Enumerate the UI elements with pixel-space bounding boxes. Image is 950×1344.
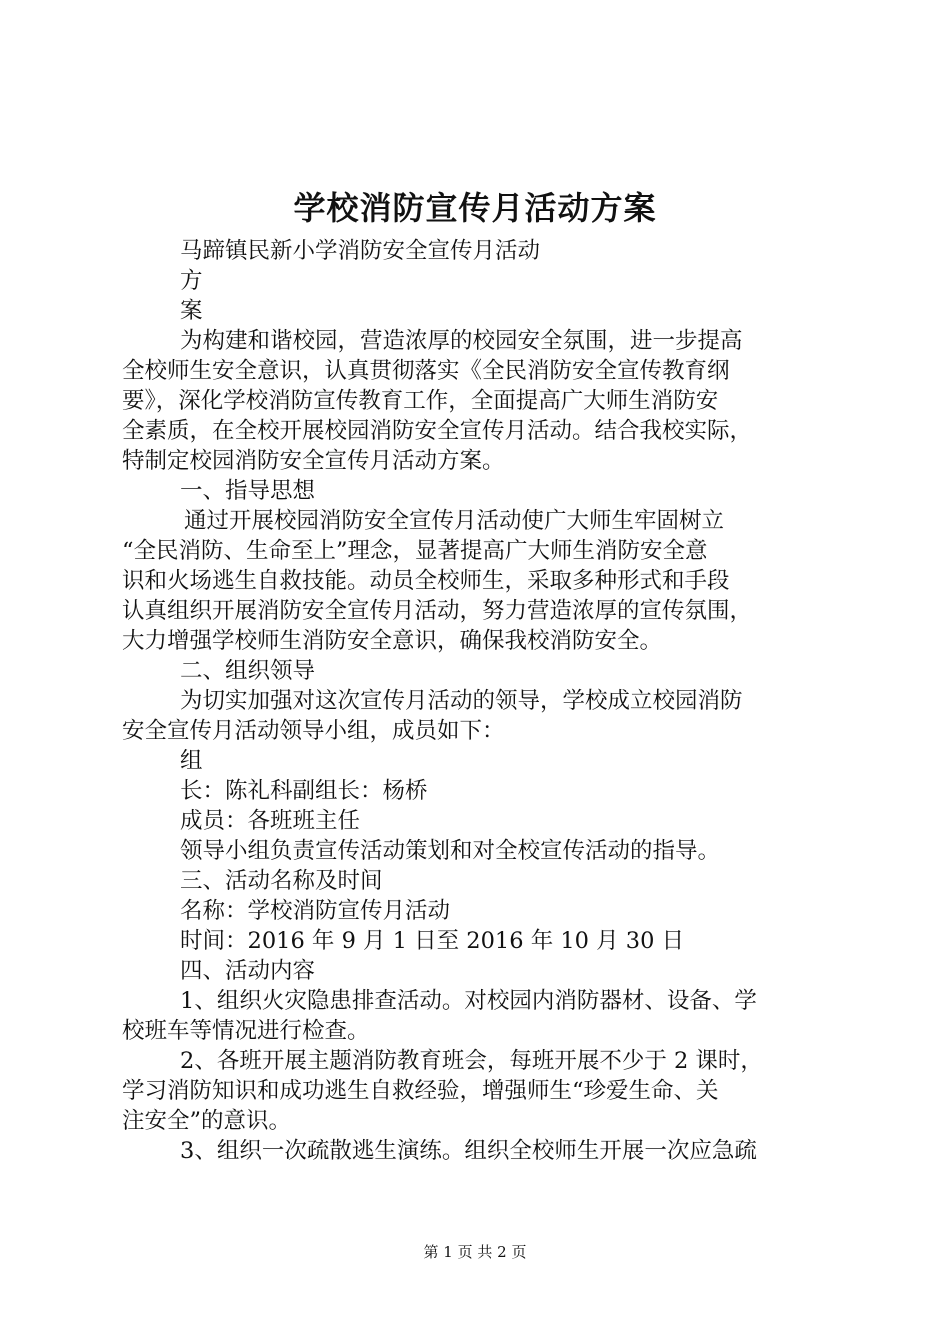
paragraph-line: 特制定校园消防安全宣传月活动方案。: [122, 448, 505, 474]
paragraph-line: 长：陈礼科副组长：杨桥: [180, 778, 428, 804]
paragraph-line: 1、组织火灾隐患排查活动。对校园内消防器材、设备、学: [180, 988, 757, 1014]
section-heading: 三、活动名称及时间: [180, 868, 383, 894]
paragraph-line: 校班车等情况进行检查。: [122, 1018, 370, 1044]
paragraph-line: “全民消防、生命至上”理念，显著提高广大师生消防安全意: [122, 538, 708, 564]
paragraph-line: 安全宣传月活动领导小组，成员如下：: [122, 718, 505, 744]
paragraph-line: 成员：各班班主任: [180, 808, 361, 834]
section-heading: 四、活动内容: [180, 958, 316, 984]
document-body: [122, 236, 832, 1166]
paragraph-line: 时间：2016 年 9 月 1 日至 2016 年 10 月 30 日: [180, 928, 685, 954]
paragraph-line: 3、组织一次疏散逃生演练。组织全校师生开展一次应急疏: [180, 1138, 757, 1164]
paragraph-line: 全素质，在全校开展校园消防安全宣传月活动。结合我校实际，: [122, 418, 753, 444]
paragraph-line: 2、各班开展主题消防教育班会，每班开展不少于 2 课时，: [180, 1048, 763, 1074]
paragraph-line: 大力增强学校师生消防安全意识，确保我校消防安全。: [122, 628, 663, 654]
paragraph-line: 名称：学校消防宣传月活动: [180, 898, 451, 924]
paragraph-line: 认真组织开展消防安全宣传月活动，努力营造浓厚的宣传氛围，: [122, 598, 753, 624]
document-title: 学校消防宣传月活动方案: [293, 189, 657, 227]
paragraph-line: 通过开展校园消防安全宣传月活动使广大师生牢固树立: [184, 508, 725, 534]
page-footer: 第 1 页 共 2 页: [423, 1243, 527, 1261]
paragraph-line: 组: [180, 748, 203, 774]
subtitle-line: 马蹄镇民新小学消防安全宣传月活动: [180, 238, 541, 264]
paragraph-line: 识和火场逃生自救技能。动员全校师生，采取多种形式和手段: [122, 568, 730, 594]
paragraph-line: 要》，深化学校消防宣传教育工作，全面提高广大师生消防安: [122, 388, 719, 414]
paragraph-line: 注安全”的意识。: [122, 1108, 292, 1134]
paragraph-line: 领导小组负责宣传活动策划和对全校宣传活动的指导。: [180, 838, 721, 864]
subtitle-line: 案: [180, 298, 203, 324]
paragraph-line: 为切实加强对这次宣传月活动的领导，学校成立校园消防: [180, 688, 743, 714]
section-heading: 二、组织领导: [180, 658, 316, 684]
subtitle-line: 方: [180, 268, 203, 294]
paragraph-line: 为构建和谐校园，营造浓厚的校园安全氛围，进一步提高: [180, 328, 743, 354]
paragraph-line: 全校师生安全意识，认真贯彻落实《全民消防安全宣传教育纲: [122, 358, 730, 384]
paragraph-line: 学习消防知识和成功逃生自救经验，增强师生“珍爱生命、关: [122, 1078, 719, 1104]
section-heading: 一、指导思想: [180, 478, 316, 504]
